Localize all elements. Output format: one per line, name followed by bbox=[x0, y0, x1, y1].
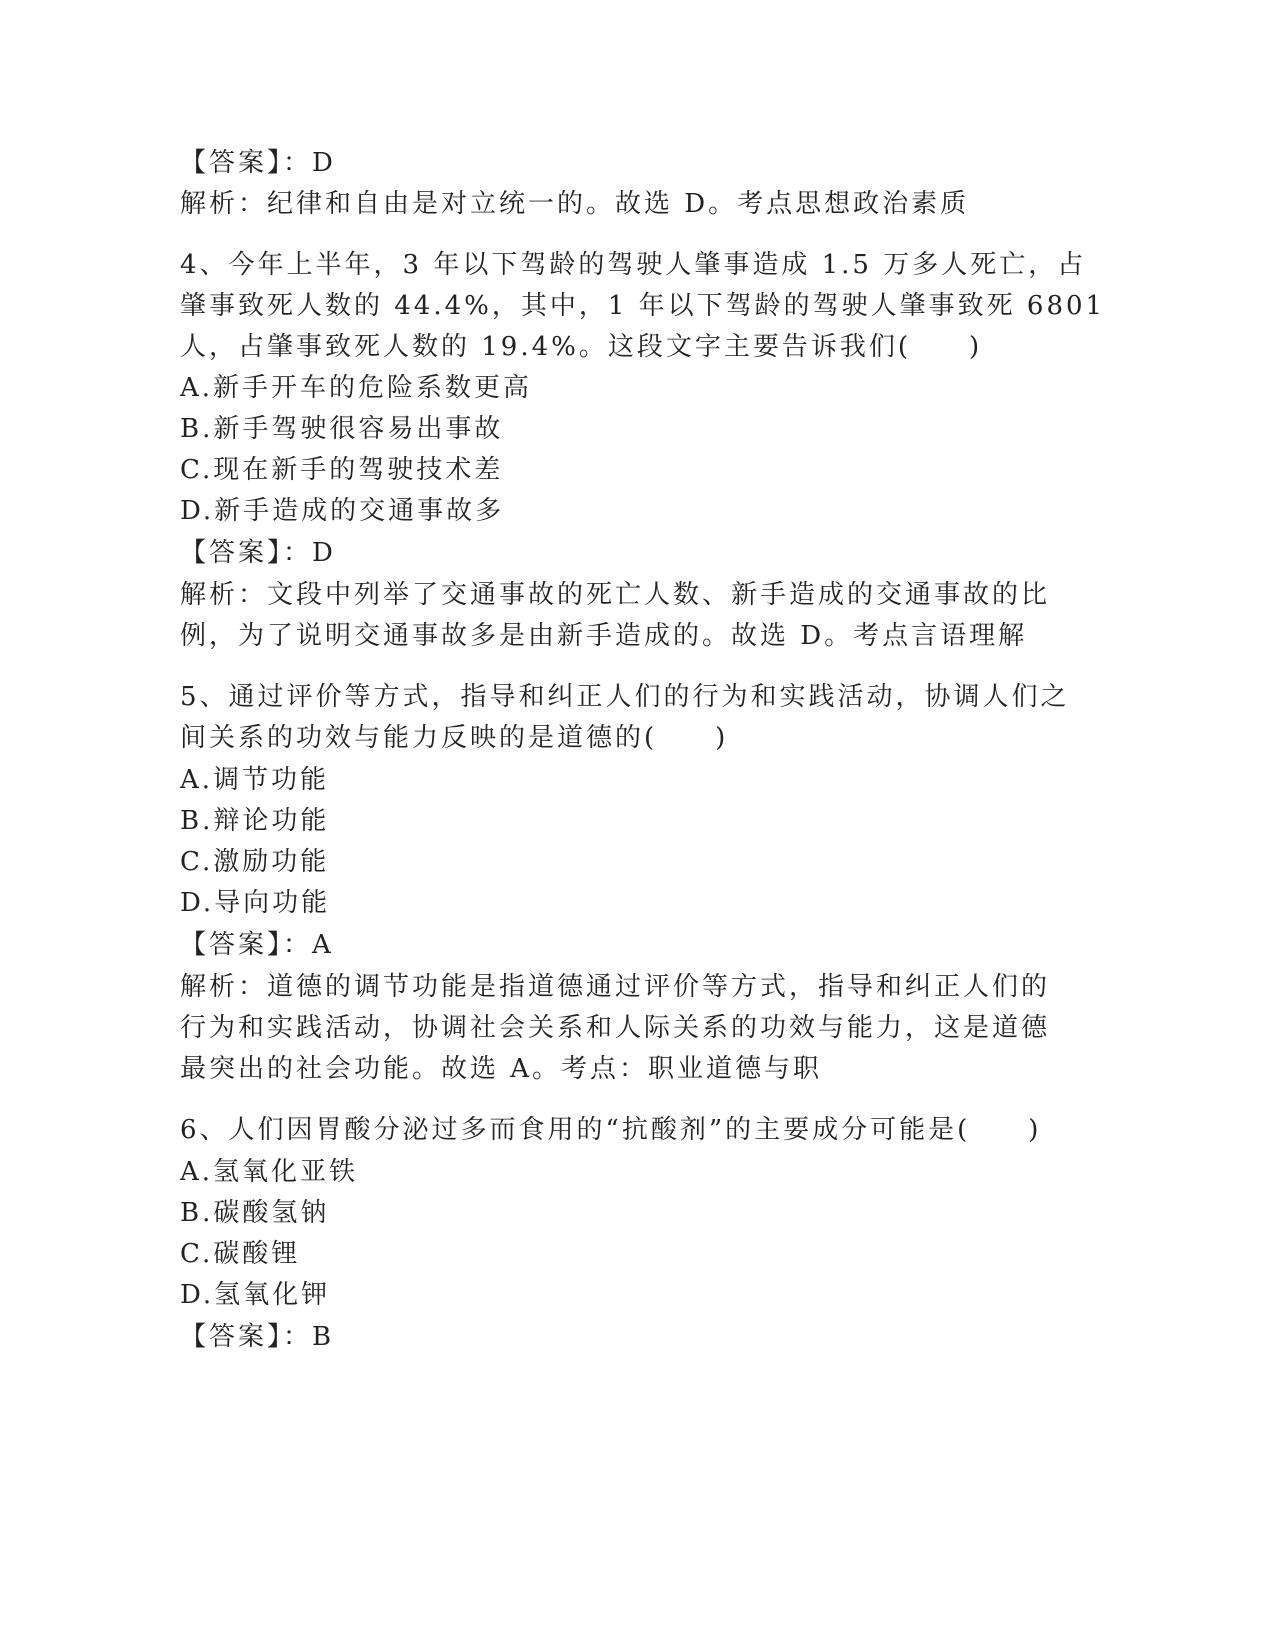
q4-option-d: D.新手造成的交通事故多 bbox=[180, 496, 505, 526]
q5-stem-line-1: 5、通过评价等方式，指导和纠正人们的行为和实践活动，协调人们之 bbox=[180, 682, 1070, 712]
q5-answer: 【答案】：A bbox=[180, 930, 334, 960]
q5-stem-line-2: 间关系的功效与能力反映的是道德的( ) bbox=[180, 723, 729, 753]
q4-stem-line-3: 人，占肇事致死人数的 19.4%。这段文字主要告诉我们( ) bbox=[180, 332, 983, 362]
q4-analysis-line-1: 解析：文段中列举了交通事故的死亡人数、新手造成的交通事故的比 bbox=[180, 580, 1051, 610]
q5-option-b: B.辩论功能 bbox=[180, 806, 330, 836]
q6-option-b: B.碳酸氢钠 bbox=[180, 1198, 330, 1228]
q4-option-b: B.新手驾驶很容易出事故 bbox=[180, 414, 504, 444]
q6-option-c: C.碳酸锂 bbox=[180, 1239, 301, 1269]
q4-option-c: C.现在新手的驾驶技术差 bbox=[180, 455, 504, 485]
q5-analysis-line-1: 解析：道德的调节功能是指道德通过评价等方式，指导和纠正人们的 bbox=[180, 972, 1051, 1002]
q6-option-d: D.氢氧化钾 bbox=[180, 1280, 331, 1310]
q4-stem-line-2: 肇事致死人数的 44.4%，其中，1 年以下驾龄的驾驶人肇事致死 6801 bbox=[180, 291, 1106, 321]
q3-analysis: 解析：纪律和自由是对立统一的。故选 D。考点思想政治素质 bbox=[180, 189, 970, 219]
q5-option-a: A.调节功能 bbox=[180, 765, 330, 795]
q3-answer: 【答案】：D bbox=[180, 148, 336, 178]
q5-option-c: C.激励功能 bbox=[180, 847, 330, 877]
q5-analysis-line-2: 行为和实践活动，协调社会关系和人际关系的功效与能力，这是道德 bbox=[180, 1013, 1051, 1043]
q4-stem-line-1: 4、今年上半年，3 年以下驾龄的驾驶人肇事造成 1.5 万多人死亡，占 bbox=[180, 250, 1087, 280]
q4-analysis-line-2: 例，为了说明交通事故多是由新手造成的。故选 D。考点言语理解 bbox=[180, 621, 1028, 651]
q6-option-a: A.氢氧化亚铁 bbox=[180, 1157, 359, 1187]
q5-option-d: D.导向功能 bbox=[180, 888, 331, 918]
q5-analysis-line-3: 最突出的社会功能。故选 A。考点：职业道德与职 bbox=[180, 1054, 823, 1084]
q4-option-a: A.新手开车的危险系数更高 bbox=[180, 373, 533, 403]
q4-answer: 【答案】：D bbox=[180, 538, 336, 568]
q6-answer: 【答案】：B bbox=[180, 1322, 335, 1352]
q6-stem-line-1: 6、人们因胃酸分泌过多而食用的“抗酸剂”的主要成分可能是( ) bbox=[180, 1115, 1042, 1145]
